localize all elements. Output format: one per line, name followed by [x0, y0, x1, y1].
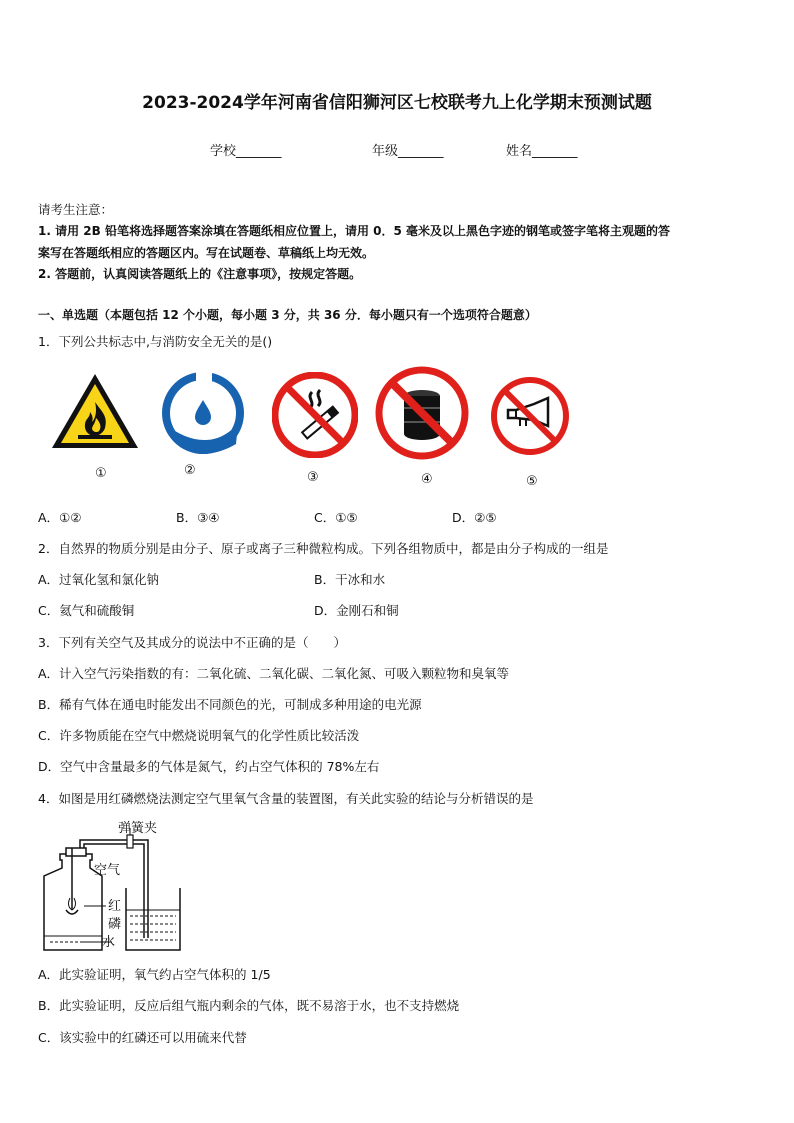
notice-line-1: 1. 请用 2B 铅笔将选择题答案涂填在答题纸相应位置上，请用 0．5 毫米及以上黑色字迹的钢笔或签字笔将主观题的答 [38, 224, 670, 238]
no-honking-sign-icon [490, 376, 570, 456]
air-label: 空气 [94, 863, 121, 878]
q4-stem: 4．如图是用红磷燃烧法测定空气里氧气含量的装置图，有关此实验的结论与分析错误的是 [38, 791, 534, 806]
q1-stem: 1．下列公共标志中,与消防安全无关的是() [38, 334, 273, 349]
q1-option-b: B．③④ [176, 510, 220, 525]
q3-option-b: B．稀有气体在通电时能发出不同颜色的光，可制成多种用途的电光源 [38, 697, 422, 712]
q3-option-d: D．空气中含量最多的气体是氮气，约占空气体积的 78%左右 [38, 759, 380, 774]
section-heading: 一、单选题（本题包括 12 个小题，每小题 3 分，共 36 分．每小题只有一个选项符合题意） [38, 308, 537, 322]
water-label: 水 [102, 935, 116, 950]
red-phosphorus-apparatus-diagram [40, 818, 200, 956]
q4-option-a: A．此实验证明，氧气约占空气体积的 1/5 [38, 967, 271, 982]
sign-label-1: ① [95, 466, 107, 481]
name-field: 姓名_______ [506, 144, 578, 159]
notice-line-2: 案写在答题纸相应的答题区内。写在试题卷、草稿纸上均无效。 [38, 246, 375, 260]
water-saving-sign-icon [160, 370, 246, 456]
q1-option-a: A．①② [38, 510, 82, 525]
q1-option-d: D．②⑤ [452, 510, 497, 525]
red-label: 红 [108, 899, 122, 914]
sign-label-2: ② [184, 463, 196, 478]
q3-option-a: A．计入空气污染指数的有：二氧化硫、二氧化碳、二氧化氮、可吸入颗粒物和臭氧等 [38, 666, 510, 681]
q2-stem: 2．自然界的物质分别是由分子、原子或离子三种微粒构成。下列各组物质中，都是由分子构成的一组是 [38, 541, 609, 556]
school-field: 学校_______ [210, 144, 282, 159]
q2-option-a: A．过氧化氢和氯化钠 [38, 572, 160, 587]
phosphorus-label: 磷 [108, 917, 122, 932]
sign-label-3: ③ [307, 470, 319, 485]
fire-warning-sign-icon [50, 372, 140, 450]
notice-line-3: 2. 答题前，认真阅读答题纸上的《注意事项》，按规定答题。 [38, 267, 362, 281]
no-flammable-barrel-sign-icon [375, 366, 469, 460]
q1-option-c: C．①⑤ [314, 510, 358, 525]
q2-option-d: D．金刚石和铜 [314, 603, 399, 618]
notice-heading: 请考生注意： [38, 202, 114, 217]
clip-label: 弹簧夹 [118, 821, 158, 836]
q4-option-c: C．该实验中的红磷还可以用硫来代替 [38, 1030, 247, 1045]
grade-field: 年级_______ [372, 144, 444, 159]
no-smoking-sign-icon [272, 372, 358, 458]
q3-stem: 3．下列有关空气及其成分的说法中不正确的是（ ） [38, 635, 346, 650]
q4-option-b: B．此实验证明，反应后组气瓶内剩余的气体，既不易溶于水，也不支持燃烧 [38, 998, 460, 1013]
sign-label-5: ⑤ [526, 474, 538, 489]
sign-label-4: ④ [421, 472, 433, 487]
q2-option-c: C．氦气和硫酸铜 [38, 603, 135, 618]
page-title: 2023-2024学年河南省信阳狮河区七校联考九上化学期末预测试题 [142, 93, 652, 113]
q2-option-b: B．干冰和水 [314, 572, 386, 587]
q3-option-c: C．许多物质能在空气中燃烧说明氧气的化学性质比较活泼 [38, 728, 360, 743]
